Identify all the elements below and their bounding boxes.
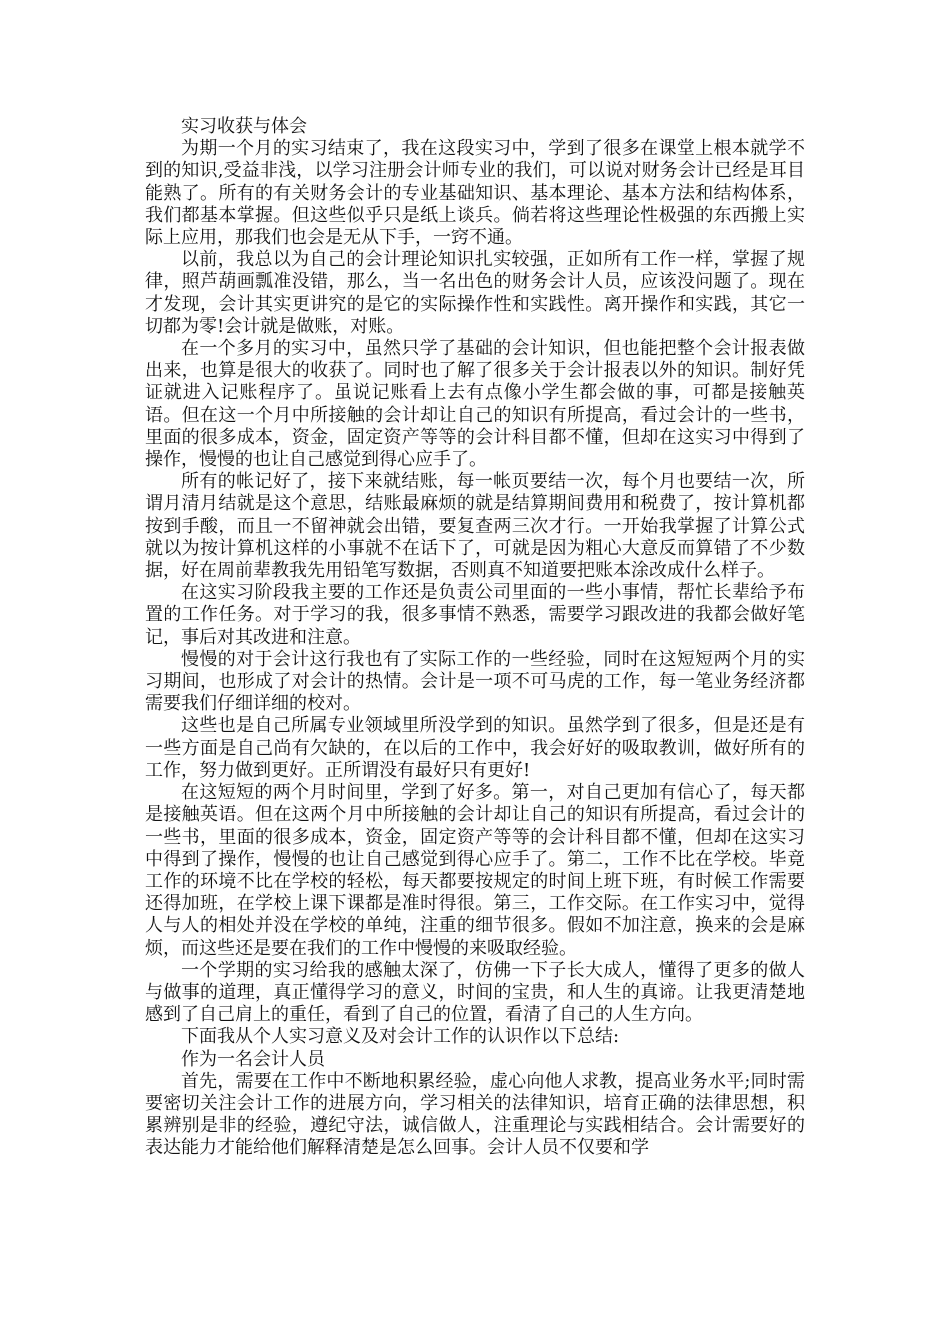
paragraph-8: 在这短短的两个月时间里，学到了好多。第一，对自己更加有信心了，每天都是接触英语。但在这两个月中所接触的会计却让自己的知识有所提高，看过会计的一些书，里面的很多成本，资金，固定资产等等的会计科目都不懂，但却在这实习中得到了操作，慢慢的也让自己感觉到得心应手了。第二，工作不比在学校。毕竟工作的环境不比在学校的轻松，每天都要按规定的时间上班下班，有时候工作需要还得加班，在学校上课下课都是准时得很。第三，工作交际。在工作实习中，觉得人与人的相处并没在学校的单纯，注重的细节很多。假如不加注意，换来的会是麻烦，而这些还是要在我们的工作中慢慢的来吸取经验。: [145, 782, 805, 959]
paragraph-3: 在一个多月的实习中，虽然只学了基础的会计知识，但也能把整个会计报表做出来，也算是很大的收获了。同时也了解了很多关于会计报表以外的知识。制好凭证就进入记账程序了。虽说记账看上去有点像小学生都会做的事，可都是接触英语。但在这一个月中所接触的会计却让自己的知识有所提高，看过会计的一些书，里面的很多成本，资金，固定资产等等的会计科目都不懂，但却在这实习中得到了操作，慢慢的也让自己感觉到得心应手了。: [145, 338, 805, 471]
paragraph-5: 在这实习阶段我主要的工作还是负责公司里面的一些小事情，帮忙长辈给予布置的工作任务。对于学习的我，很多事情不熟悉，需要学习跟改进的我都会做好笔记，事后对其改进和注意。: [145, 582, 805, 648]
paragraph-12: 首先，需要在工作中不断地积累经验，虚心向他人求教，提高业务水平;同时需要密切关注会计工作的进展方向，学习相关的法律知识，培育正确的法律思想，积累辨别是非的经验，遵纪守法，诚信做人，注重理论与实践相结合。会计需要好的表达能力才能给他们解释清楚是怎么回事。会计人员不仅要和学: [145, 1070, 805, 1159]
document-page: [145, 116, 805, 1160]
paragraph-7: 这些也是自己所属专业领域里所没学到的知识。虽然学到了很多，但是还是有一些方面是自己尚有欠缺的，在以后的工作中，我会好好的吸取教训，做好所有的工作，努力做到更好。正所谓没有最好只有更好!: [145, 715, 805, 781]
paragraph-9: 一个学期的实习给我的感触太深了，仿佛一下子长大成人，懂得了更多的做人与做事的道理，真正懂得学习的意义，时间的宝贵，和人生的真谛。让我更清楚地感到了自己肩上的重任，看到了自己的位置，看清了自己的人生方向。: [145, 959, 805, 1026]
paragraph-4: 所有的帐记好了，接下来就结账，每一帐页要结一次，每个月也要结一次，所谓月清月结就是这个意思，结账最麻烦的就是结算期间费用和税费了，按计算机都按到手酸，而且一不留神就会出错，要复查两三次才行。一开始我掌握了计算公式就以为按计算机这样的小事就不在话下了，可就是因为粗心大意反而算错了不少数据，好在周前辈教我先用铅笔写数据，否则真不知道要把账本涂改成什么样子。: [145, 471, 805, 582]
paragraph-11: 作为一名会计人员: [181, 1048, 325, 1070]
document-title: 实习收获与体会: [181, 116, 307, 137]
paragraph-2: 以前，我总以为自己的会计理论知识扎实较强，正如所有工作一样，掌握了规律，照芦葫画瓢准没错，那么，当一名出色的财务会计人员，应该没问题了。现在才发现，会计其实更讲究的是它的实际操作性和实践性。离开操作和实践，其它一切都为零!会计就是做账，对账。: [145, 249, 805, 337]
paragraph-1: 为期一个月的实习结束了，我在这段实习中，学到了很多在课堂上根本就学不到的知识,受益非浅，以学习注册会计师专业的我们，可以说对财务会计已经是耳目能熟了。所有的有关财务会计的专业基础知识、基本理论、基本方法和结构体系，我们都基本掌握。但这些似乎只是纸上谈兵。倘若将这些理论性极强的东西搬上实际上应用，那我们也会是无从下手，一窍不通。: [145, 138, 805, 249]
paragraph-6: 慢慢的对于会计这行我也有了实际工作的一些经验，同时在这短短两个月的实习期间，也形成了对会计的热情。会计是一项不可马虎的工作，每一笔业务经济都需要我们仔细详细的校对。: [145, 648, 805, 715]
paragraph-10: 下面我从个人实习意义及对会计工作的认识作以下总结:: [181, 1026, 620, 1048]
